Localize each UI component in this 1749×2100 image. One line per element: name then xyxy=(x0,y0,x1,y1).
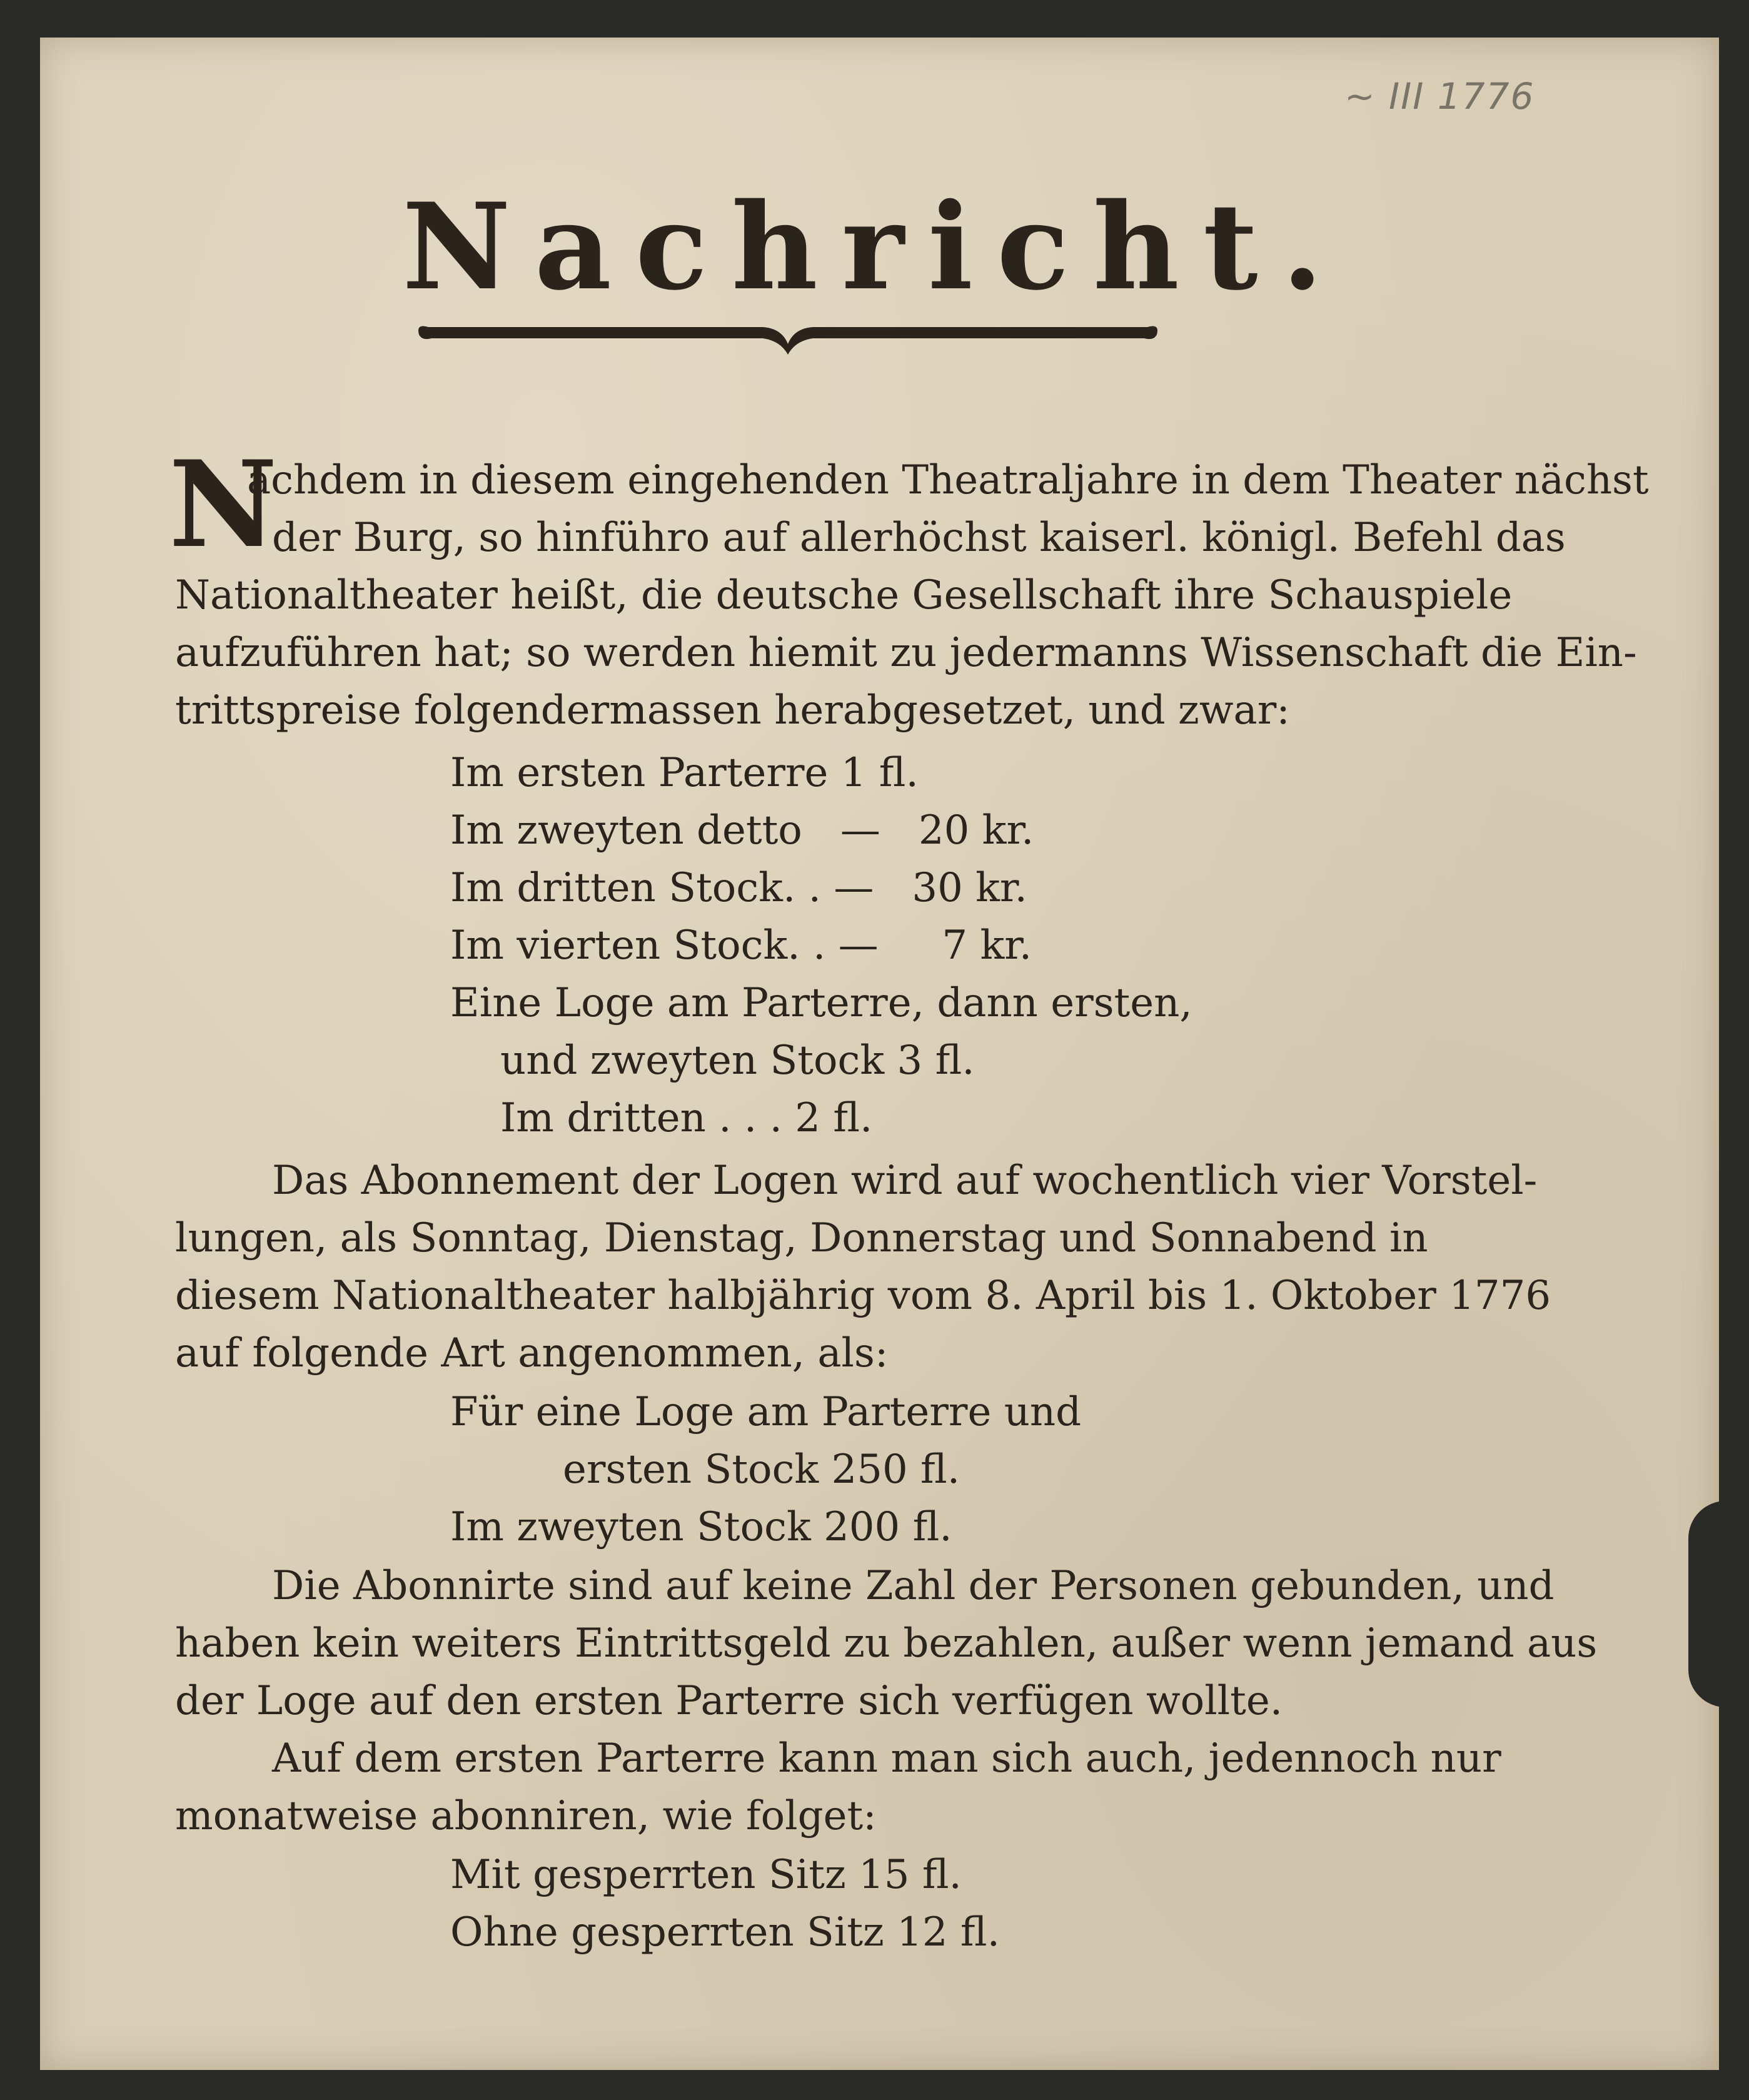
abonnement-line-1: Das Abonnement der Logen wird auf wochentlich vier Vorstel- xyxy=(272,1158,1538,1204)
parterre-line-1: Auf dem ersten Parterre kann man sich auch, jedennoch nur xyxy=(272,1735,1501,1782)
loge-price-line-1: Für eine Loge am Parterre und xyxy=(450,1389,1082,1435)
abonnirte-line-3: der Loge auf den ersten Parterre sich verfügen wollte. xyxy=(175,1678,1283,1724)
price-line-7: Im dritten . . . 2 fl. xyxy=(500,1095,873,1141)
price-line-1: Im ersten Parterre 1 fl. xyxy=(450,750,919,796)
page-title: Nachricht. xyxy=(402,177,1347,316)
loge-price-line-3: Im zweyten Stock 200 fl. xyxy=(450,1504,952,1550)
loge-price-line-2: ersten Stock 250 fl. xyxy=(563,1446,960,1493)
abonnement-line-4: auf folgende Art angenommen, als: xyxy=(175,1330,889,1376)
intro-line-3: Nationaltheater heißt, die deutsche Gesellschaft ihre Schauspiele xyxy=(175,572,1513,618)
intro-line-2: der Burg, so hinführo auf allerhöchst kaiserl. königl. Befehl das xyxy=(272,515,1566,561)
archive-annotation: ~ III 1776 xyxy=(1344,75,1535,118)
price-line-4: Im vierten Stock. . — 7 kr. xyxy=(450,922,1032,969)
price-line-3: Im dritten Stock. . — 30 kr. xyxy=(450,865,1027,911)
abonnement-line-2: lungen, als Sonntag, Dienstag, Donnerstag und Sonnabend in xyxy=(175,1215,1428,1261)
price-line-2: Im zweyten detto — 20 kr. xyxy=(450,807,1034,854)
intro-line-4: aufzuführen hat; so werden hiemit zu jedermanns Wissenschaft die Ein- xyxy=(175,630,1637,676)
abonnirte-line-2: haben kein weiters Eintrittsgeld zu bezahlen, außer wenn jemand aus xyxy=(175,1620,1598,1667)
seat-price-line-1: Mit gesperrten Sitz 15 fl. xyxy=(450,1852,962,1898)
seat-price-line-2: Ohne gesperrten Sitz 12 fl. xyxy=(450,1909,1000,1956)
drop-cap: N xyxy=(169,435,278,574)
ornamental-rule xyxy=(413,316,1163,360)
intro-line-1: achdem in diesem eingehenden Theatraljahre in dem Theater nächst xyxy=(247,457,1649,503)
parterre-line-2: monatweise abonniren, wie folget: xyxy=(175,1793,877,1839)
price-line-5: Eine Loge am Parterre, dann ersten, xyxy=(450,980,1192,1026)
page-edge-notch xyxy=(1688,1501,1749,1707)
abonnirte-line-1: Die Abonnirte sind auf keine Zahl der Personen gebunden, und xyxy=(272,1563,1555,1609)
intro-line-5: trittspreise folgendermassen herabgesetzet, und zwar: xyxy=(175,687,1290,734)
abonnement-line-3: diesem Nationaltheater halbjährig vom 8. April bis 1. Oktober 1776 xyxy=(175,1273,1551,1319)
price-line-6: und zweyten Stock 3 fl. xyxy=(500,1037,975,1084)
